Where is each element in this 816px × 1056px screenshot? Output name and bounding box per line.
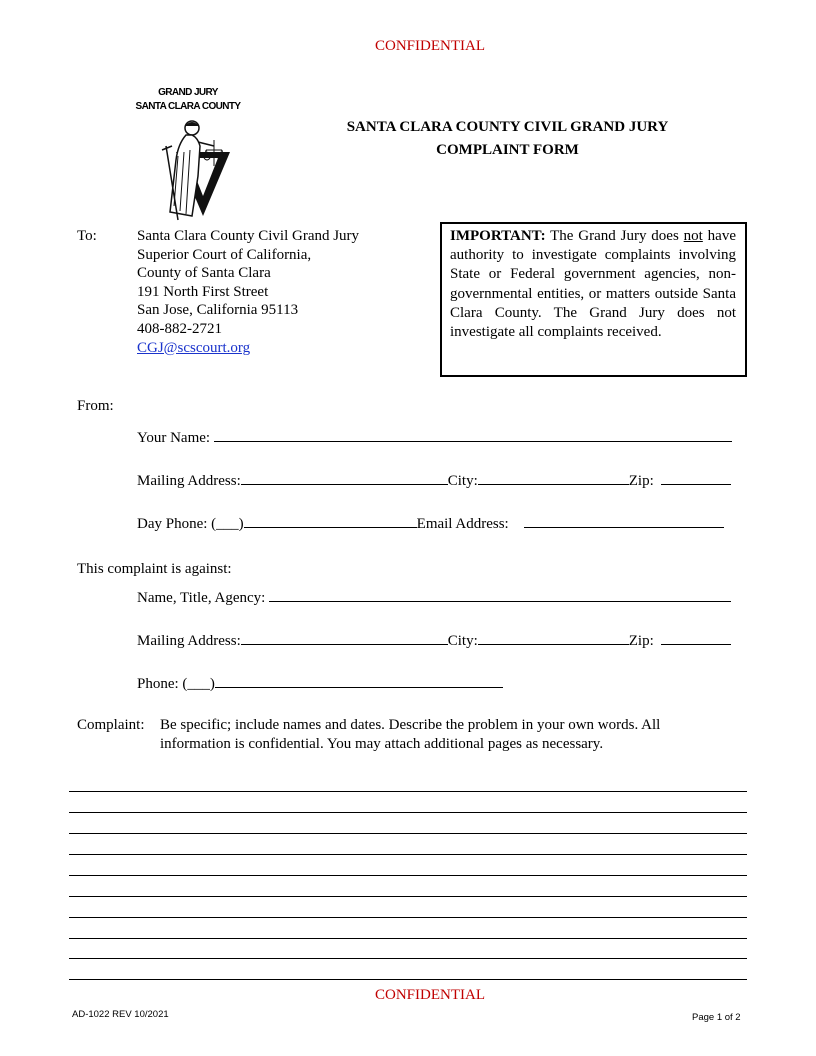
against-phone-row — [137, 673, 503, 693]
important-notice — [440, 222, 747, 377]
complaint-writing-line[interactable] — [69, 812, 747, 813]
day-phone-field[interactable] — [244, 513, 417, 528]
against-city-field[interactable] — [478, 630, 629, 645]
complaint-writing-line[interactable] — [69, 791, 747, 792]
form-id: AD-1022 REV 10/2021 — [72, 1009, 169, 1020]
important-emphasis: not — [683, 228, 703, 244]
name-title-agency-label: Name, Title, Agency: — [137, 590, 266, 606]
email-link[interactable]: CGJ@scscourt.org — [137, 339, 251, 356]
complaint-instructions-line: Be specific; include names and dates. Describe the problem in your own words. All — [160, 717, 661, 733]
email-address-label: Email Address: — [416, 516, 509, 532]
from-address-row — [137, 470, 731, 490]
zip-field[interactable] — [661, 470, 731, 485]
complaint-writing-line[interactable] — [69, 833, 747, 834]
email-address-field[interactable] — [524, 513, 724, 528]
page-number: Page 1 of 2 — [692, 1012, 741, 1023]
from-label: From: — [77, 398, 114, 414]
your-name-row — [137, 427, 732, 447]
city-label: City: — [447, 473, 478, 489]
complaint-writing-line[interactable] — [69, 854, 747, 855]
important-text-rest: have authority to investigate complaints involving State or Federal government agencies, non-governmental entities, or matters outside Santa Clara County. The Grand Jury does not investigate all complaints received. — [450, 228, 736, 341]
against-phone-label: Phone: (___) — [137, 676, 215, 692]
day-phone-label: Day Phone: (___) — [137, 516, 244, 532]
your-name-field[interactable] — [214, 427, 732, 442]
address-line: 191 North First Street — [137, 283, 269, 300]
address-line: San Jose, California 95113 — [137, 302, 299, 319]
important-text: The Grand Jury does — [545, 228, 684, 244]
against-address-row — [137, 630, 731, 650]
form-title — [300, 116, 715, 162]
against-mailing-address-field[interactable] — [241, 630, 448, 645]
logo-text-line1: GRAND JURY — [158, 87, 218, 98]
against-city-label: City: — [447, 633, 478, 649]
address-line: Superior Court of California, — [137, 246, 312, 263]
complaint-instructions — [160, 716, 760, 753]
zip-label: Zip: — [628, 473, 654, 489]
against-zip-field[interactable] — [661, 630, 731, 645]
complaint-writing-line[interactable] — [69, 979, 747, 980]
grand-jury-logo — [118, 86, 258, 224]
important-label: IMPORTANT: — [450, 228, 546, 244]
recipient-address — [137, 227, 437, 357]
complaint-instructions-line: information is confidential. You may attach additional pages as necessary. — [160, 735, 604, 752]
against-label: This complaint is against: — [77, 561, 232, 577]
city-field[interactable] — [478, 470, 629, 485]
against-phone-field[interactable] — [215, 673, 503, 688]
logo-text-line2: SANTA CLARA COUNTY — [135, 101, 241, 112]
complaint-writing-line[interactable] — [69, 917, 747, 918]
address-line: County of Santa Clara — [137, 265, 271, 282]
your-name-label: Your Name: — [137, 430, 211, 446]
complaint-writing-line[interactable] — [69, 896, 747, 897]
to-label: To: — [77, 228, 97, 244]
complaint-writing-line[interactable] — [69, 938, 747, 939]
mailing-address-field[interactable] — [241, 470, 448, 485]
address-line: 408-882-2721 — [137, 320, 222, 337]
complaint-writing-line[interactable] — [69, 875, 747, 876]
confidential-footer: CONFIDENTIAL — [375, 987, 485, 1003]
name-title-agency-row — [137, 587, 731, 607]
address-line: Santa Clara County Civil Grand Jury — [137, 228, 360, 244]
confidential-header: CONFIDENTIAL — [375, 38, 485, 54]
complaint-label: Complaint: — [77, 717, 145, 733]
phone-email-row — [137, 513, 724, 533]
lady-justice-icon — [148, 116, 238, 224]
mailing-address-label: Mailing Address: — [137, 473, 241, 489]
form-title-line1: SANTA CLARA COUNTY CIVIL GRAND JURY — [346, 119, 669, 135]
form-title-line2: COMPLAINT FORM — [436, 142, 579, 158]
against-mailing-address-label: Mailing Address: — [137, 633, 241, 649]
complaint-writing-line[interactable] — [69, 958, 747, 959]
name-title-agency-field[interactable] — [269, 587, 731, 602]
against-zip-label: Zip: — [628, 633, 654, 649]
